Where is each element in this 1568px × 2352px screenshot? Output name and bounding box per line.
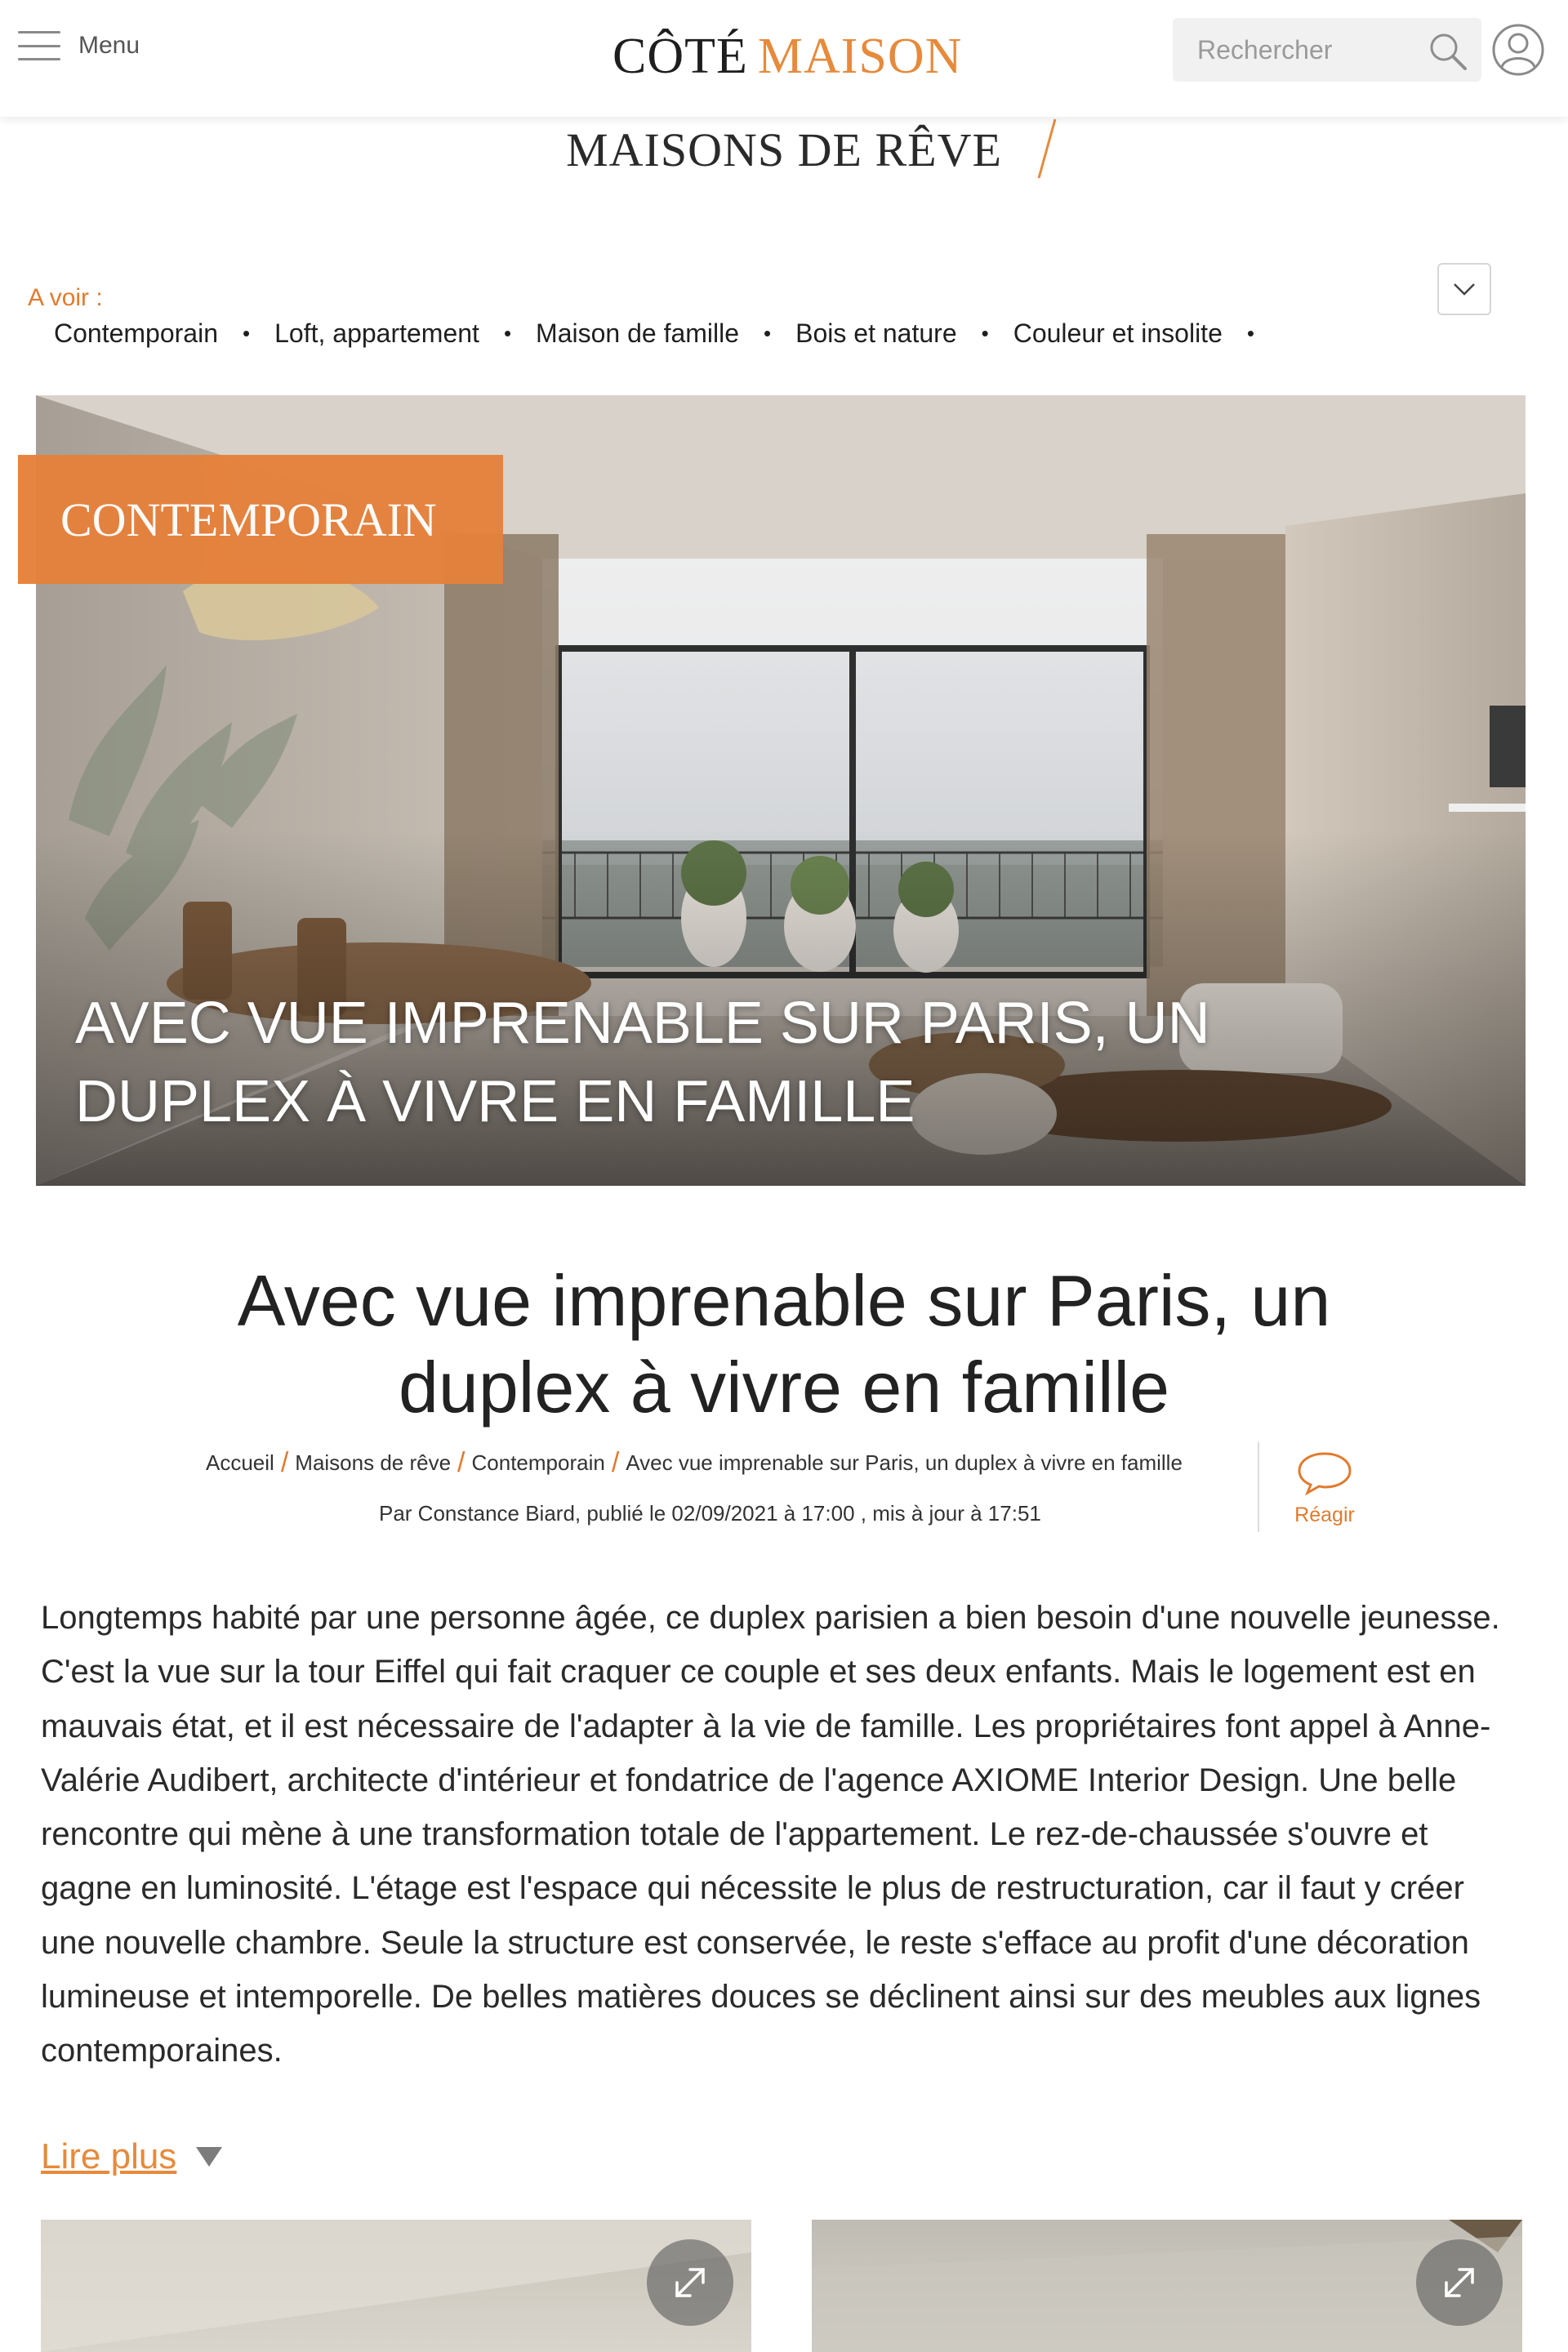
a-voir-label: A voir : xyxy=(28,284,103,311)
hamburger-icon xyxy=(18,31,60,60)
separator-dot: • xyxy=(243,321,251,345)
user-account-icon[interactable] xyxy=(1491,23,1545,77)
logo-part1: CÔTÉ xyxy=(612,29,748,84)
gallery-image-2[interactable] xyxy=(812,2220,1522,2352)
title-slash-decoration xyxy=(1031,116,1063,181)
categories-toggle-button[interactable] xyxy=(1437,263,1491,315)
comment-bubble-icon xyxy=(1296,1450,1353,1496)
chevron-down-icon xyxy=(1452,282,1477,296)
divider xyxy=(1258,1442,1259,1532)
expand-icon[interactable] xyxy=(1416,2239,1503,2326)
article-title-line2: duplex à vivre en famille xyxy=(398,1347,1170,1428)
category-link-contemporain[interactable]: Contemporain xyxy=(54,318,218,348)
category-link-maison-famille[interactable]: Maison de famille xyxy=(536,318,740,348)
breadcrumb-maisons-de-reve[interactable]: Maisons de rêve xyxy=(295,1450,452,1475)
separator-dot: • xyxy=(503,321,512,345)
menu-label: Menu xyxy=(78,32,140,59)
section-title: MAISONS DE RÊVE xyxy=(566,123,1002,176)
article-title-line1: Avec vue imprenable sur Paris, un xyxy=(237,1260,1331,1341)
expand-icon[interactable] xyxy=(647,2239,733,2326)
gallery-image-1[interactable] xyxy=(41,2220,751,2352)
breadcrumb xyxy=(206,1447,1183,1479)
breadcrumb-contemporain[interactable]: Contemporain xyxy=(471,1450,605,1475)
menu-button[interactable] xyxy=(18,31,140,60)
article-intro: Longtemps habité par une personne âgée, ce duplex parisien a bien besoin d'une nouvelle jeunesse. C'est la vue sur la tour Eiffel qui fait craquer ce couple et ses deux enfants. Mais le logement est en mauvais état, et il est nécessaire de l'adapter à la vie de famille. Les propriétaires font appel à Anne-Valérie Audibert, architecte d'intérieur et fondatrice de l'agence AXIOME Interior Design. Une belle rencontre qui mène à une transformation totale de l'appartement. Le rez-de-chaussée s'ouvre et gagne en luminosité. L'étage est l'espace qui nécessite le plus de restructuration, car il faut y créer une nouvelle chambre. Seule la structure est conservée, le reste s'efface au profit d'une décoration lumineuse et intemporelle. De belles matières douces se déclinent ainsi sur des meubles aux lignes contemporaines. xyxy=(41,1600,1500,2069)
category-link-couleur-insolite[interactable]: Couleur et insolite xyxy=(1013,318,1223,348)
breadcrumb-separator: / xyxy=(611,1447,620,1478)
separator-dot: • xyxy=(1246,321,1254,345)
category-link-loft[interactable]: Loft, appartement xyxy=(274,318,479,348)
separator-dot: • xyxy=(764,321,772,345)
gallery-photo-1 xyxy=(41,2220,751,2352)
breadcrumb-separator: / xyxy=(280,1447,289,1478)
search-icon[interactable] xyxy=(1428,31,1468,72)
category-list xyxy=(54,318,1279,349)
article-meta: Par Constance Biard, publié le 02/09/2021 à 17:00 , mis à jour à 17:51 xyxy=(379,1501,1041,1526)
breadcrumb-home[interactable]: Accueil xyxy=(206,1450,274,1475)
caret-down-icon xyxy=(196,2147,222,2167)
site-header xyxy=(0,0,1568,117)
search-box xyxy=(1173,18,1481,82)
separator-dot: • xyxy=(981,321,989,345)
logo-part2: MAISON xyxy=(757,29,963,84)
breadcrumb-current[interactable]: Avec vue imprenable sur Paris, un duplex à vivre en famille xyxy=(626,1450,1183,1475)
article-title xyxy=(131,1258,1437,1431)
read-more-button[interactable] xyxy=(41,2136,222,2177)
react-label: Réagir xyxy=(1294,1503,1355,1526)
hero-title xyxy=(75,984,1300,1141)
category-link-bois-nature[interactable]: Bois et nature xyxy=(795,318,957,348)
hero-title-line1: AVEC VUE IMPRENABLE SUR PARIS, UN xyxy=(75,991,1210,1056)
search-input[interactable] xyxy=(1173,35,1410,65)
hero-title-line2: DUPLEX À VIVRE EN FAMILLE xyxy=(75,1069,915,1134)
read-more-link[interactable]: Lire plus xyxy=(41,2136,177,2176)
site-logo[interactable] xyxy=(612,28,962,86)
breadcrumb-separator: / xyxy=(457,1447,466,1478)
hero-category-tag[interactable]: CONTEMPORAIN xyxy=(18,455,503,584)
react-button[interactable] xyxy=(1284,1450,1365,1527)
